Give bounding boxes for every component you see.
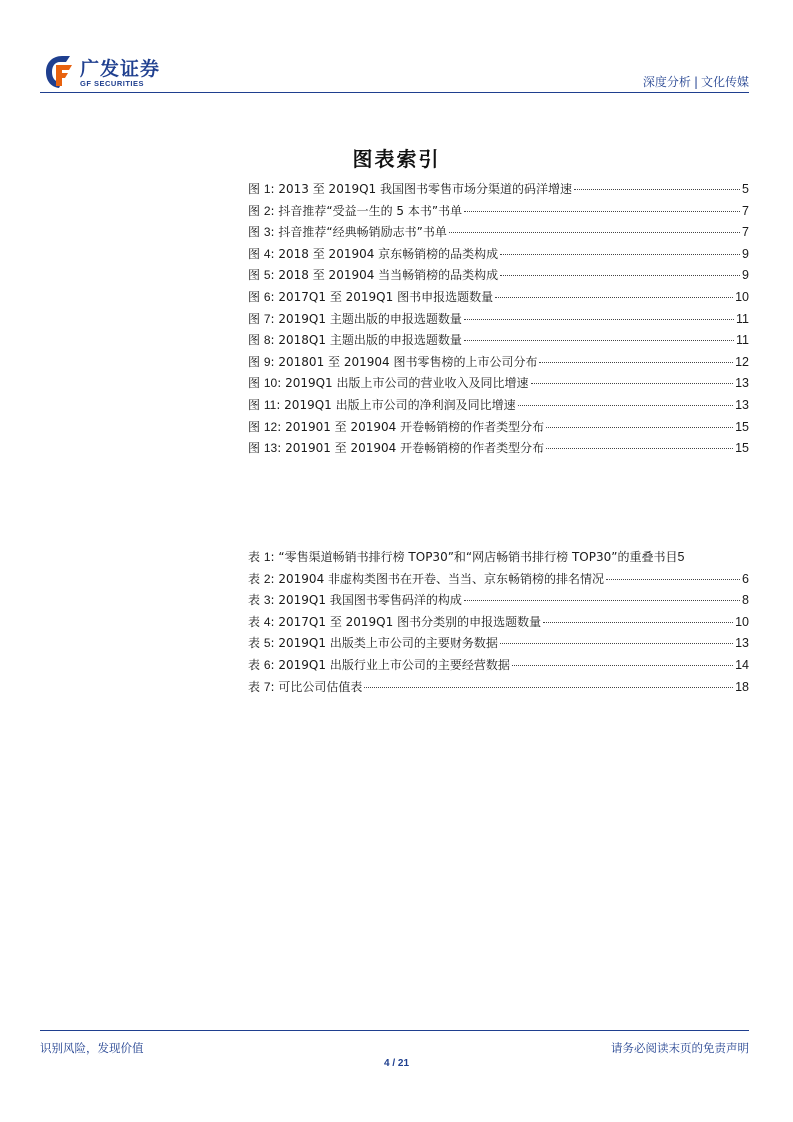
toc-entry-page: 8 [742, 593, 749, 608]
toc-entry-label: 图 13: [248, 441, 286, 456]
toc-entry-page: 5 [742, 182, 749, 196]
toc-entry-page: 13 [735, 636, 749, 651]
toc-entry-page: 18 [735, 679, 749, 694]
header-separator: | [693, 75, 698, 89]
toc-entry-title: 2019Q1 出版上市公司的营业收入及同比增速 [285, 376, 529, 391]
dot-leader [495, 297, 733, 298]
toc-entry-label: 表 5: [248, 636, 279, 651]
logo-cn-text: 广发证券 [80, 58, 161, 80]
toc-entry-page: 11 [736, 311, 749, 326]
toc-entry-label: 图 1: [248, 182, 279, 196]
report-type: 深度分析 [642, 75, 691, 89]
toc-entry-page: 13 [735, 397, 749, 412]
toc-entry-title: 201901 至 201904 开卷畅销榜的作者类型分布 [285, 441, 545, 456]
toc-entry-title: 201901 至 201904 开卷畅销榜的作者类型分布 [285, 419, 545, 434]
toc-entry-page: 11 [736, 333, 749, 348]
logo-en-text: GF SECURITIES [80, 79, 145, 88]
company-logo [40, 52, 170, 94]
toc-entry-title: 抖音推荐“受益一生的 5 本书”书单 [278, 203, 463, 218]
toc-entry-figure[interactable] [248, 353, 749, 375]
toc-entry-title: 2019Q1 出版行业上市公司的主要经营数据 [278, 657, 510, 672]
toc-entry-label: 表 4: [248, 614, 279, 629]
toc-entry-label: 图 5: [248, 268, 279, 283]
toc-entry-title: 2018Q1 主题出版的申报选题数量 [278, 333, 462, 348]
toc-entry-title: 2019Q1 主题出版的申报选题数量 [278, 311, 462, 326]
page-title: 图表索引 [352, 147, 441, 171]
toc-entry-label: 图 12: [248, 419, 286, 434]
toc-entry-figure[interactable] [248, 223, 749, 245]
footer-disclaimer-note: 请务必阅读末页的免责声明 [611, 1041, 749, 1055]
sector-name: 文化传媒 [700, 75, 749, 89]
dot-leader [539, 362, 733, 363]
toc-entry-page: 7 [742, 225, 749, 240]
toc-entry-figure[interactable] [248, 180, 749, 202]
toc-entry-table[interactable] [248, 656, 749, 678]
toc-entry-figure[interactable] [248, 331, 749, 353]
dot-leader [500, 275, 740, 276]
toc-entry-title: 可比公司估值表 [278, 679, 363, 694]
dot-leader [364, 687, 733, 688]
dot-leader [543, 622, 733, 623]
toc-entry-page: 10 [735, 289, 749, 304]
toc-entry-label: 表 6: [248, 657, 279, 672]
toc-entry-label: 图 8: [248, 333, 279, 348]
toc-entry-label: 图 4: [248, 246, 279, 261]
toc-entry-title: 2013 至 2019Q1 我国图书零售市场分渠道的码洋增速 [278, 182, 572, 196]
dot-leader [546, 427, 733, 428]
dot-leader [546, 448, 733, 449]
toc-entry-title: “零售渠道畅销书排行榜 TOP30”和“网店畅销书排行榜 TOP30”的重叠书目 [278, 550, 678, 564]
toc-entry-title: 2019Q1 出版类上市公司的主要财务数据 [278, 636, 498, 651]
toc-entry-title: 2018 至 201904 京东畅销榜的品类构成 [278, 246, 499, 261]
toc-entry-title: 2017Q1 至 2019Q1 图书分类别的申报选题数量 [278, 614, 542, 629]
page-number: 4 / 21 [383, 1058, 410, 1069]
dot-leader [464, 600, 740, 601]
toc-entry-title: 2018 至 201904 当当畅销榜的品类构成 [278, 268, 499, 283]
toc-entry-label: 图 7: [248, 311, 279, 326]
toc-entry-title: 2017Q1 至 2019Q1 图书申报选题数量 [278, 289, 494, 304]
dot-leader [464, 211, 740, 212]
toc-entry-label: 图 3: [248, 225, 279, 240]
toc-entry-figure[interactable] [248, 288, 749, 310]
toc-entry-label: 表 3: [248, 593, 279, 608]
toc-entry-figure[interactable] [248, 245, 749, 267]
toc-entry-label: 图 10: [248, 376, 286, 391]
toc-entry-figure[interactable] [248, 310, 749, 332]
toc-entry-figure[interactable] [248, 396, 749, 418]
toc-entry-figure[interactable] [248, 202, 749, 224]
toc-entry-label: 表 2: [248, 571, 279, 586]
toc-entry-title: 2019Q1 出版上市公司的净利润及同比增速 [284, 397, 516, 412]
toc-entry-label: 表 7: [248, 679, 279, 694]
toc-entry-table[interactable] [248, 613, 749, 635]
toc-entry-figure[interactable] [248, 266, 749, 288]
toc-entry-page: 13 [735, 376, 749, 391]
toc-entry-page: 14 [735, 657, 749, 672]
toc-entry-table[interactable] [248, 678, 749, 700]
toc-entry-page: 10 [735, 614, 749, 629]
dot-leader [449, 232, 740, 233]
toc-entry-page: 6 [742, 571, 749, 586]
toc-entry-table[interactable] [248, 570, 749, 592]
toc-entry-figure[interactable] [248, 439, 749, 461]
toc-entry-label: 图 6: [248, 289, 279, 304]
toc-entry-figure[interactable] [248, 418, 749, 440]
toc-entry-page: 7 [742, 203, 749, 218]
dot-leader [464, 340, 734, 341]
footer-slogan: 识别风险，发现价值 [40, 1041, 144, 1055]
toc-entry-label: 图 11: [248, 397, 285, 412]
toc-entry-page: 9 [742, 268, 749, 283]
toc-entry-label: 图 9: [248, 354, 279, 369]
footer-divider [40, 1030, 749, 1031]
toc-entry-title: 201801 至 201904 图书零售榜的上市公司分布 [278, 354, 538, 369]
dot-leader [531, 383, 734, 384]
toc-entry-title: 201904 非虚构类图书在开卷、当当、京东畅销榜的排名情况 [278, 571, 605, 586]
toc-entry-label: 表 1: [248, 550, 279, 564]
header-category [643, 73, 749, 90]
dot-leader [500, 643, 733, 644]
toc-entry-page: 9 [742, 246, 749, 261]
dot-leader [518, 405, 733, 406]
toc-entry-page: 15 [735, 441, 749, 456]
toc-entry-figure[interactable] [248, 374, 749, 396]
toc-entry-table[interactable] [248, 634, 749, 656]
toc-entry-page: 12 [735, 354, 749, 369]
dot-leader [464, 319, 734, 320]
gf-logo-icon [40, 52, 76, 92]
figure-index-list [248, 180, 749, 461]
dot-leader [512, 665, 733, 666]
dot-leader [606, 579, 740, 580]
toc-entry-label: 图 2: [248, 203, 279, 218]
table-index-list [248, 548, 749, 699]
toc-entry-title: 2019Q1 我国图书零售码洋的构成 [278, 593, 462, 608]
toc-entry-page: 5 [677, 550, 685, 564]
toc-entry-title: 抖音推荐“经典畅销励志书”书单 [278, 225, 447, 240]
toc-entry-page: 15 [735, 419, 749, 434]
toc-entry-table[interactable] [248, 548, 749, 570]
dot-leader [574, 189, 740, 190]
header-divider [40, 92, 749, 93]
dot-leader [500, 254, 740, 255]
toc-entry-table[interactable] [248, 591, 749, 613]
